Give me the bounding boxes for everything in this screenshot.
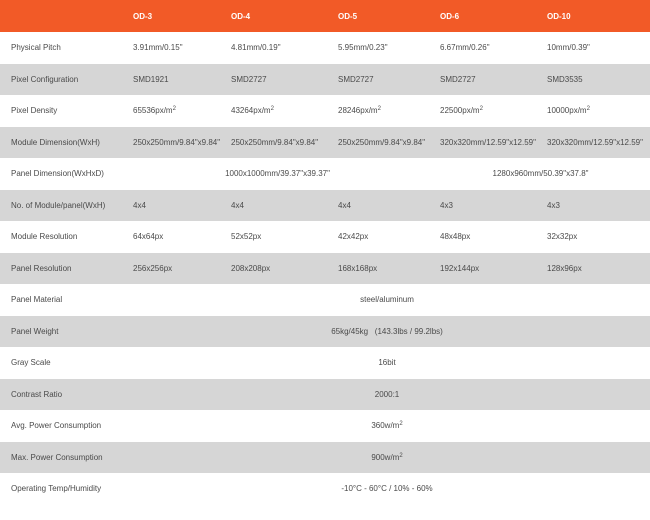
cell-value	[431, 95, 538, 127]
superscript: 2	[479, 106, 483, 113]
cell-value: 4x4	[133, 200, 146, 210]
row-pixel-density	[0, 95, 650, 127]
header-model-od-4: OD-4	[231, 11, 251, 21]
cell-value: 4x4	[231, 200, 244, 210]
power-value: 900w/m	[371, 452, 400, 462]
row-module-dimension	[0, 127, 650, 159]
row-module-resolution	[0, 221, 650, 253]
row-label: Pixel Configuration	[11, 74, 79, 84]
cell-value-span: steel/aluminum	[360, 295, 414, 305]
cell-value: 168x168px	[338, 263, 378, 273]
row-gray-scale	[0, 347, 650, 379]
row-modules-per-panel	[0, 190, 650, 222]
cell-value-span	[124, 442, 650, 474]
cell-value: 6.67mm/0.26"	[440, 43, 490, 53]
row-label: Module Dimension(WxH)	[11, 137, 100, 147]
cell-value: SMD1921	[133, 74, 169, 84]
cell-value: 5.95mm/0.23"	[338, 43, 388, 53]
cell-value: SMD2727	[440, 74, 476, 84]
cell-value	[538, 95, 650, 127]
row-avg-power	[0, 410, 650, 442]
cell-value: 250x250mm/9.84"x9.84"	[133, 137, 221, 147]
cell-value: 250x250mm/9.84"x9.84"	[231, 137, 319, 147]
cell-value: 32x32px	[547, 232, 578, 242]
header-row	[0, 0, 650, 32]
cell-value: 64x64px	[133, 232, 164, 242]
row-label: Panel Material	[11, 295, 63, 305]
density-value: 28246px/m	[338, 106, 378, 116]
cell-value-group-a: 1000x1000mm/39.37"x39.37"	[225, 169, 330, 179]
cell-value: 4.81mm/0.19"	[231, 43, 281, 53]
density-value: 22500px/m	[440, 106, 480, 116]
cell-value: 256x256px	[133, 263, 173, 273]
row-panel-material	[0, 284, 650, 316]
density-value: 10000px/m	[547, 106, 587, 116]
cell-value-span: 2000:1	[374, 389, 400, 399]
cell-value-span: -10°C - 60°C / 10% - 60%	[341, 484, 433, 494]
header-model-od-5: OD-5	[338, 11, 358, 21]
row-label: Module Resolution	[11, 232, 78, 242]
cell-value: 320x320mm/12.59"x12.59"	[547, 137, 643, 147]
cell-value	[329, 95, 431, 127]
cell-value: 208x208px	[231, 263, 271, 273]
cell-value: 128x96px	[547, 263, 582, 273]
row-contrast-ratio	[0, 379, 650, 411]
cell-value: SMD2727	[231, 74, 267, 84]
row-operating-temp	[0, 473, 650, 505]
row-label: Gray Scale	[11, 358, 51, 368]
row-pixel-configuration	[0, 64, 650, 96]
cell-value: 48x48px	[440, 232, 471, 242]
row-label: Panel Resolution	[11, 263, 72, 273]
density-value: 65536px/m	[133, 106, 173, 116]
row-panel-resolution	[0, 253, 650, 285]
cell-value-span: 16bit	[378, 358, 396, 368]
row-physical-pitch	[0, 32, 650, 64]
superscript: 2	[270, 106, 274, 113]
row-max-power	[0, 442, 650, 474]
row-label: Operating Temp/Humidity	[11, 484, 102, 494]
header-blank-cell	[0, 0, 124, 32]
cell-value: 42x42px	[338, 232, 369, 242]
power-value: 360w/m	[371, 421, 400, 431]
row-label: Avg. Power Consumption	[11, 421, 102, 431]
cell-value: SMD2727	[338, 74, 374, 84]
cell-value: 4x3	[440, 200, 453, 210]
cell-value: 3.91mm/0.15"	[133, 43, 183, 53]
cell-value: 4x4	[338, 200, 351, 210]
header-model-od-6: OD-6	[440, 11, 460, 21]
cell-value-group-b: 1280x960mm/50.39"x37.8"	[492, 169, 589, 179]
row-panel-dimension	[0, 158, 650, 190]
cell-value-span	[124, 410, 650, 442]
cell-value: 192x144px	[440, 263, 480, 273]
row-panel-weight	[0, 316, 650, 348]
row-label: Contrast Ratio	[11, 389, 63, 399]
superscript: 2	[377, 106, 381, 113]
row-label: No. of Module/panel(WxH)	[11, 200, 106, 210]
superscript: 2	[586, 106, 590, 113]
cell-value: 320x320mm/12.59"x12.59"	[440, 137, 536, 147]
cell-value: 10mm/0.39"	[547, 43, 590, 53]
cell-value: 250x250mm/9.84"x9.84"	[338, 137, 426, 147]
density-value: 43264px/m	[231, 106, 271, 116]
row-label: Max. Power Consumption	[11, 452, 103, 462]
header-model-od-3: OD-3	[133, 11, 153, 21]
cell-value-span: 65kg/45kg (143.3lbs / 99.2lbs)	[331, 326, 443, 336]
cell-value: SMD3535	[547, 74, 583, 84]
row-label: Physical Pitch	[11, 43, 61, 53]
superscript: 2	[399, 452, 403, 459]
cell-value	[222, 95, 329, 127]
superscript: 2	[399, 421, 403, 428]
header-model-od-10: OD-10	[547, 11, 571, 21]
superscript: 2	[172, 106, 176, 113]
row-label: Panel Dimension(WxHxD)	[11, 169, 104, 179]
cell-value: 4x3	[547, 200, 560, 210]
row-label: Pixel Density	[11, 106, 58, 116]
cell-value	[124, 95, 222, 127]
cell-value: 52x52px	[231, 232, 262, 242]
row-label: Panel Weight	[11, 326, 59, 336]
